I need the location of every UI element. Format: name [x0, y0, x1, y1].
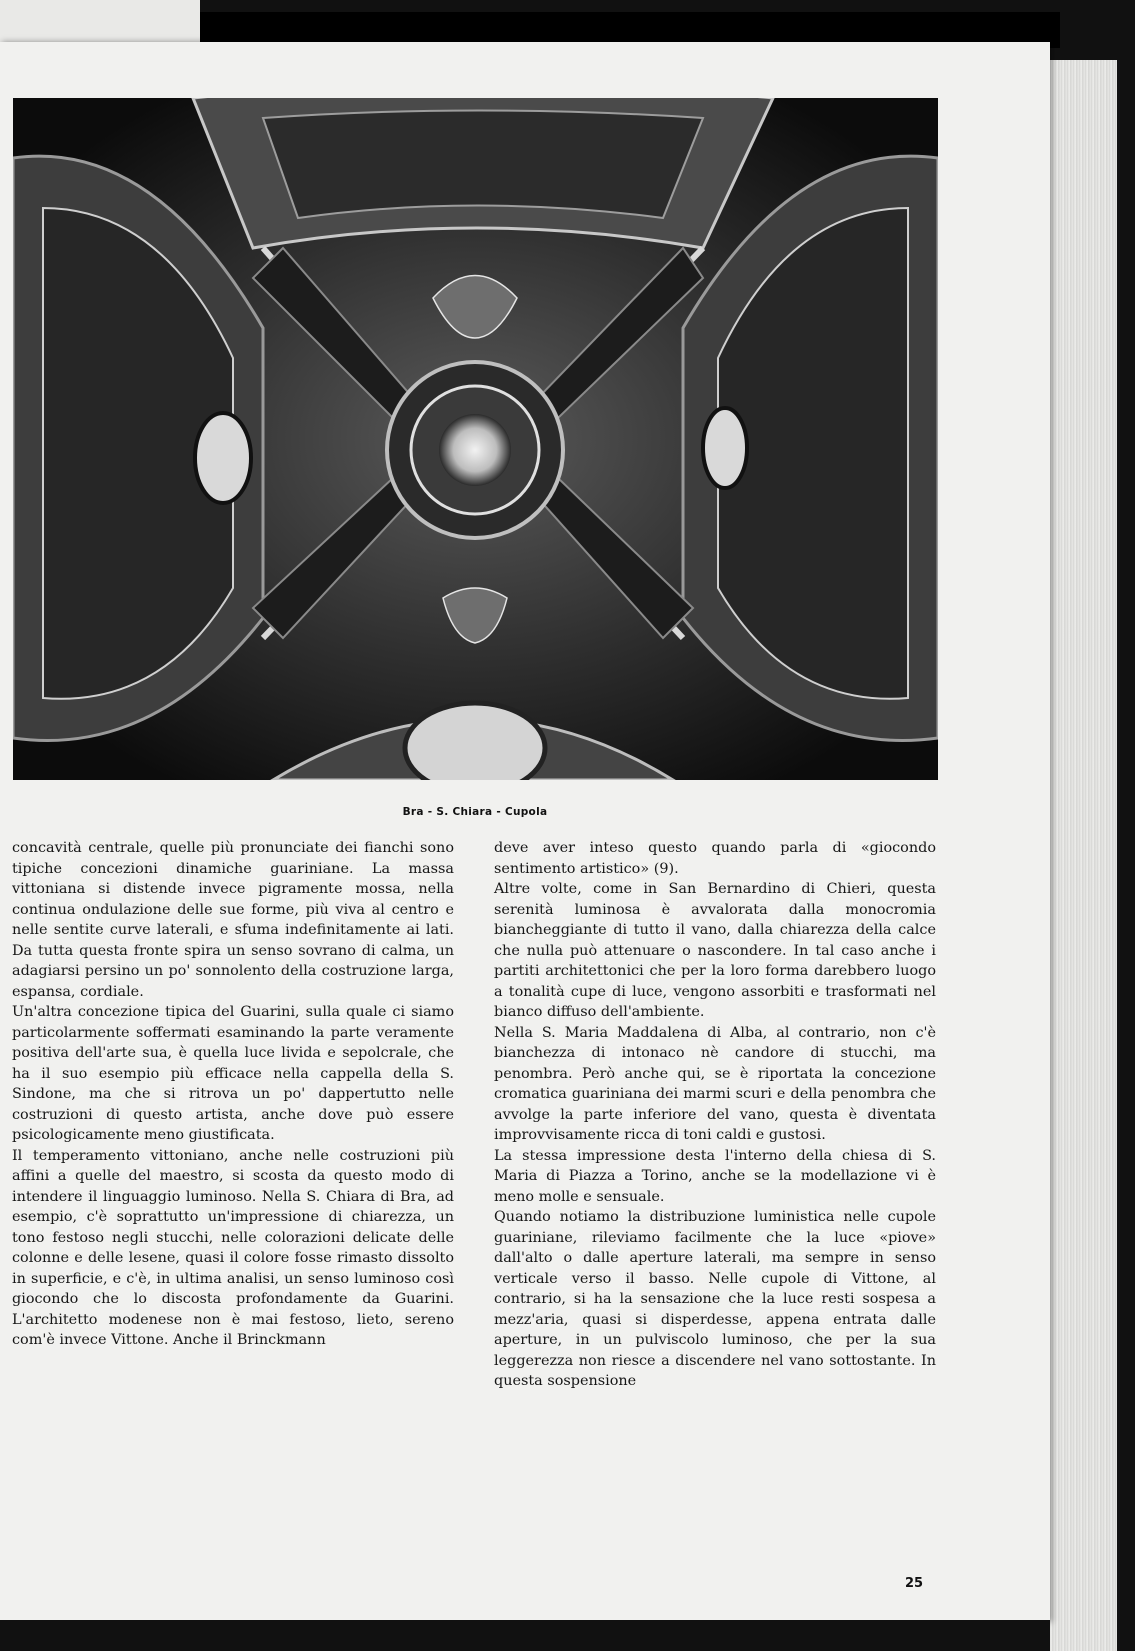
page-number: 25 [905, 1576, 924, 1591]
paragraph: Il temperamento vittoniano, anche nelle costruzioni più affini a quelle del maestro, si scosta da questo modo di intendere il linguaggio luminoso. Nella S. Chiara di Bra, ad esempio, c'è soprattutto un'impressione di chiarezza, un tono festoso negli stucchi, nelle colorazioni delicate delle colonne e delle lesene, quasi il colore fosse rimasto dissolto in superficie, e c'è, in ultima analisi, un senso luminoso così giocondo che lo discosta profondamente da Guarini. L'architetto modenese non è mai festoso, lieto, sereno com'è invece Vittone. Anche il Brinckmann [12, 1147, 454, 1348]
dome-illustration [13, 98, 938, 780]
book-page-edges [1048, 60, 1135, 1651]
paragraph: deve aver inteso questo quando parla di «giocondo sentimento artistico» (9). [494, 840, 936, 877]
paragraph: La stessa impressione desta l'interno della chiesa di S. Maria di Piazza a Torino, anche se la modellazione vi è meno molle e sensuale. [494, 1147, 936, 1205]
text-column-right [494, 838, 936, 1392]
dome-photograph [13, 98, 938, 780]
paragraph: Quando notiamo la distribuzione luministica nelle cupole guariniane, rileviamo facilmente che la luce «piove» dall'alto o dalle aperture laterali, ma sempre in senso verticale verso il basso. Nelle cupole di Vittone, al contrario, si ha la sensazione che la luce resti sospesa a mezz'aria, quasi si disperdesse, appena entrata dalle aperture, in un pulviscolo luminoso, che per la sua leggerezza non riesce a discendere nel vano sottostante. In questa sospensione [494, 1209, 936, 1389]
photo-caption: Bra - S. Chiara - Cupola [402, 806, 548, 818]
paragraph: concavità centrale, quelle più pronunciate dei fianchi sono tipiche concezioni dinamiche guariniane. La massa vittoniana si distende invece pigramente mossa, nella continua ondulazione delle sue forme, più viva al centro e nelle sentite curve laterali, e sfuma indefinitamente ai lati. Da tutta questa fronte spira un senso sovrano di calma, un adagiarsi persino un po' sonnolento della costruzione larga, espansa, cordiale. [12, 840, 454, 1000]
paragraph: Altre volte, come in San Bernardino di Chieri, questa serenità luminosa è avvalorata dalla monocromia biancheggiante di tutto il vano, dalla chiarezza della calce che nulla può attenuare o nascondere. In tal caso anche i partiti architettonici che per la loro forma darebbero luogo a tonalità cupe di luce, vengono assorbiti e trasformati nel bianco diffuso dell'ambiente. [494, 881, 936, 1020]
paragraph: Un'altra concezione tipica del Guarini, sulla quale ci siamo particolarmente soffermati esaminando la parte veramente positiva dell'arte sua, è quella luce livida e sepolcrale, che ha il suo esempio più efficace nella cappella della S. Sindone, ma che si ritrova un po' dappertutto nelle costruzioni di questo artista, anche dove può essere psicologicamente meno giustificata. [12, 1004, 454, 1143]
paragraph: Nella S. Maria Maddalena di Alba, al contrario, non c'è bianchezza di intonaco nè candore di stucchi, ma penombra. Però anche qui, se è riportata la concezione cromatica guariniana dei marmi scuri e della penombra che avvolge la parte inferiore del vano, questa è diventata improvvisamente ricca di toni caldi e gustosi. [494, 1024, 936, 1143]
text-column-left [12, 838, 454, 1351]
bottom-shadow-bar [0, 1620, 1050, 1651]
background-margin [0, 0, 200, 44]
